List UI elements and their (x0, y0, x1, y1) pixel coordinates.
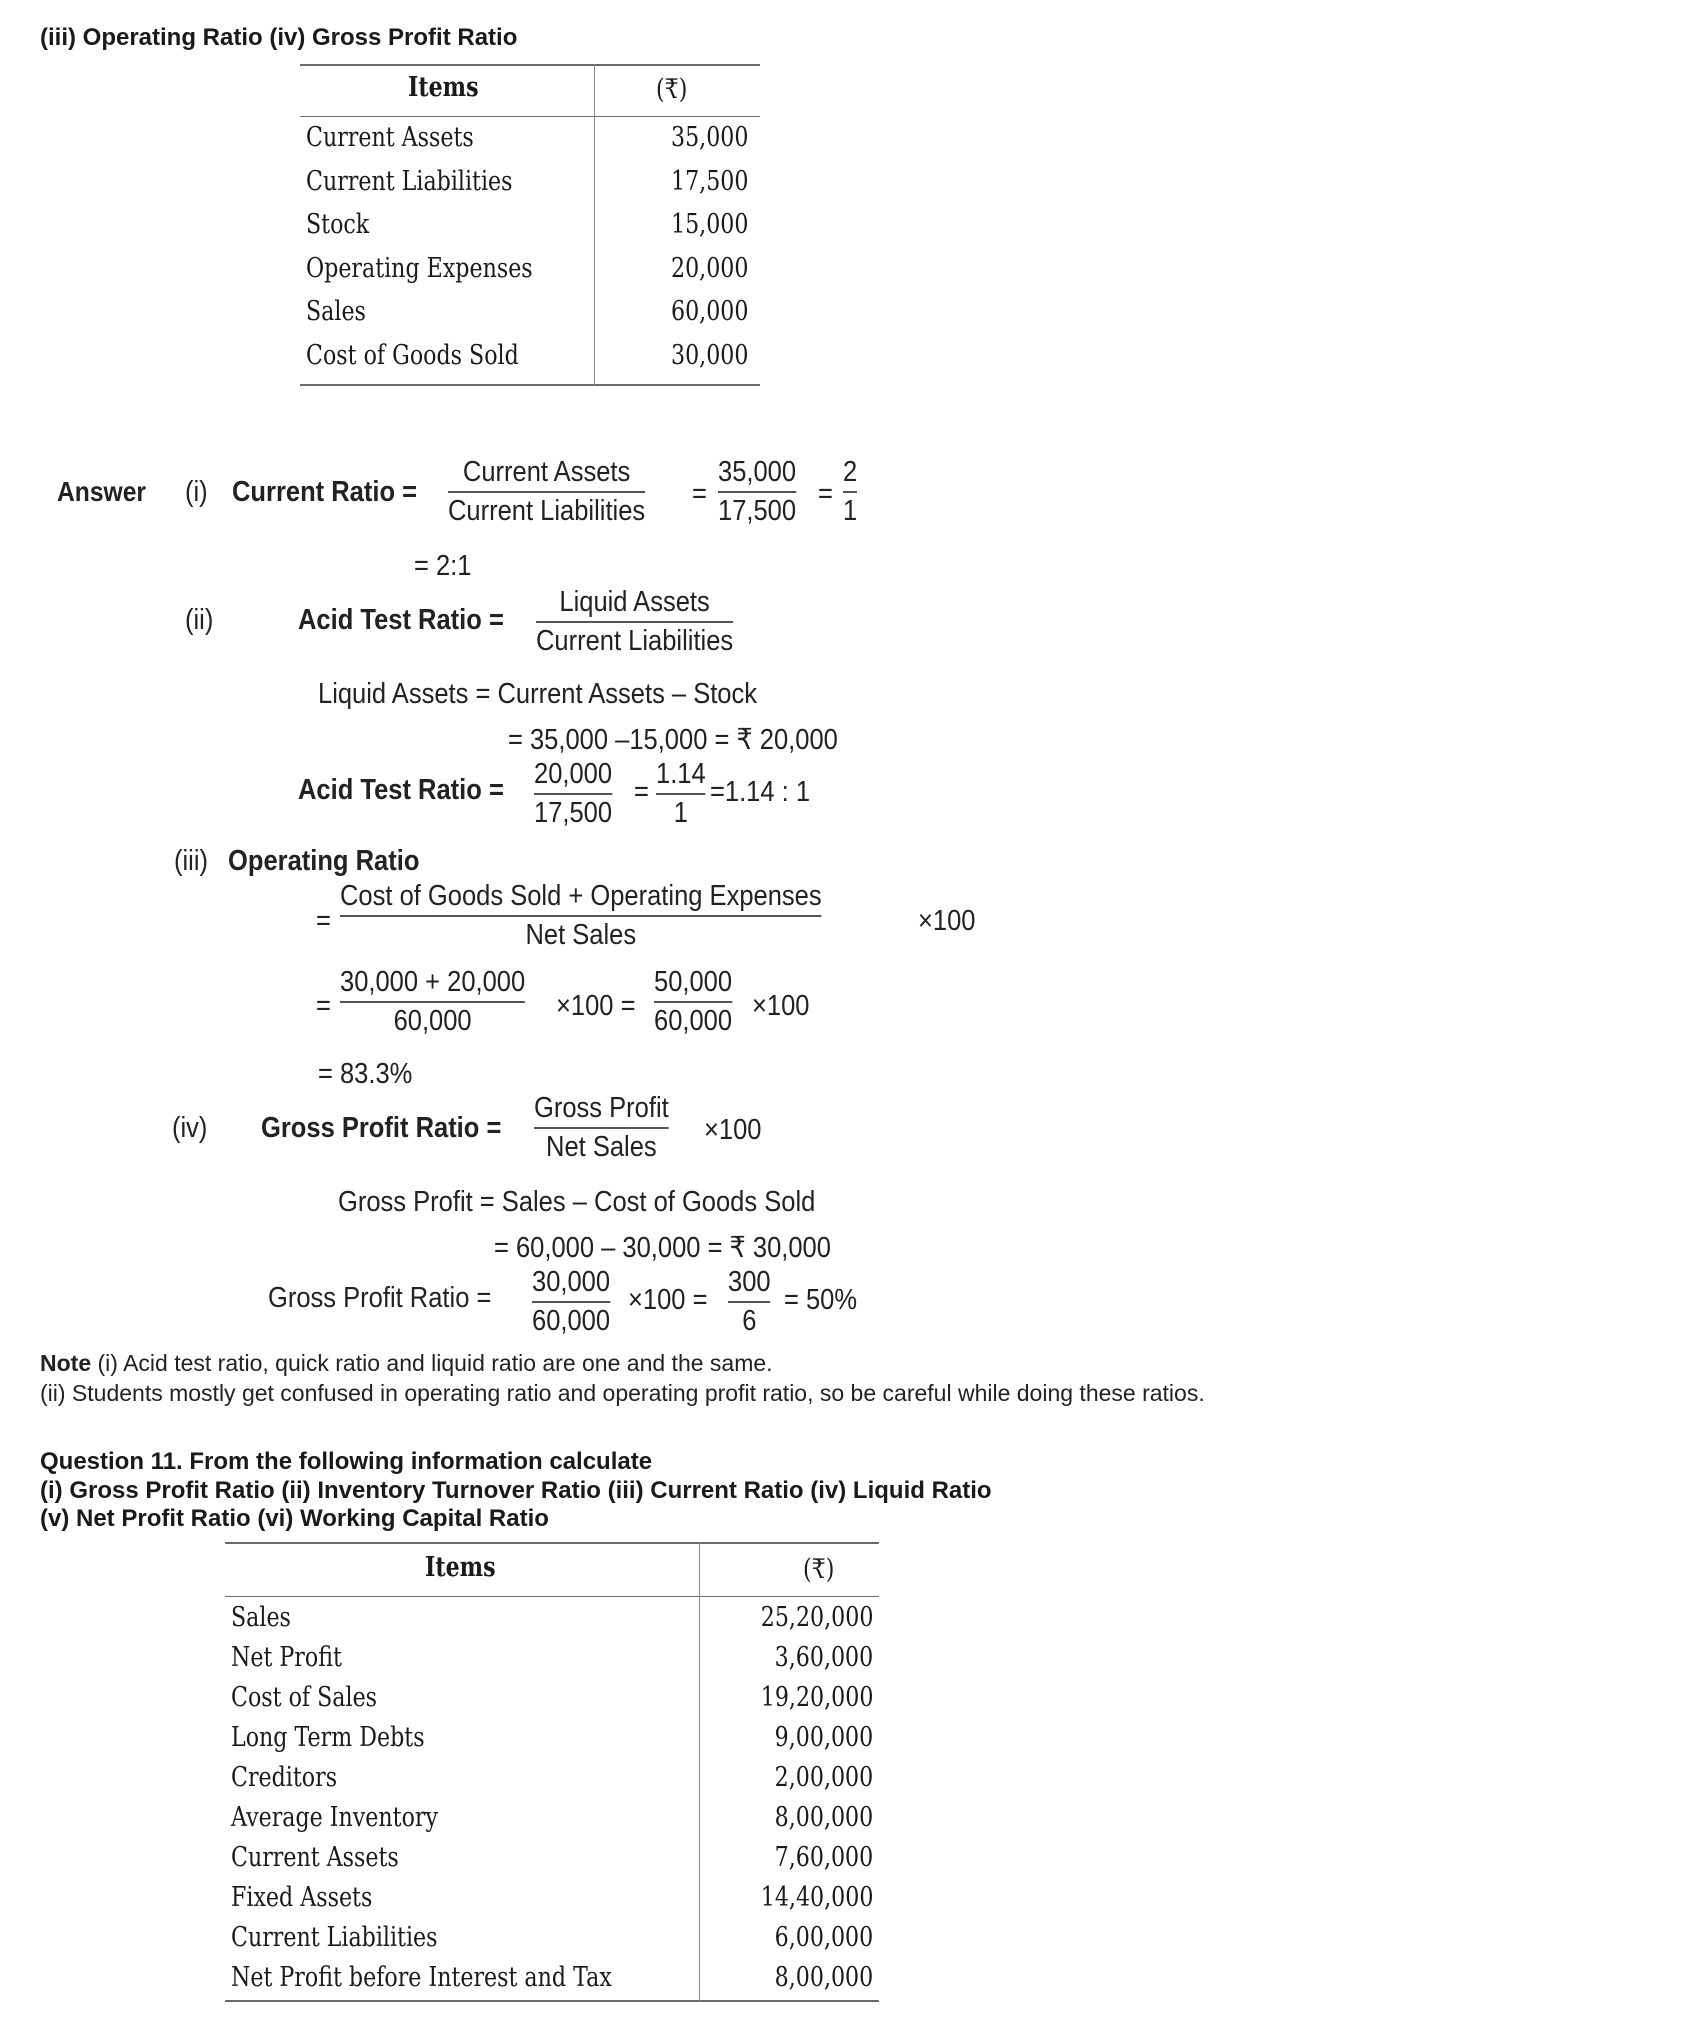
table-row-item: Net Profit (231, 1642, 342, 1673)
table-bottom-rule (225, 2000, 879, 2002)
item-number-i: (i) (185, 476, 208, 508)
fraction-cogs-plus-opex-over-net-sales (340, 880, 822, 952)
fraction-liquid-over-liabilities (536, 586, 733, 658)
gross-profit-ratio-title-2: Gross Profit Ratio = (268, 1282, 492, 1314)
fraction-bar (728, 1301, 771, 1303)
numerator: 30,000 (532, 1266, 611, 1298)
table-row-value: 3,60,000 (774, 1642, 873, 1673)
table-row-item: Current Assets (231, 1842, 399, 1873)
fraction-20000-over-17500 (534, 758, 612, 830)
denominator: 1 (843, 495, 858, 527)
item-number-iv: (iv) (172, 1112, 208, 1144)
fraction-gross-profit-over-net-sales (534, 1092, 669, 1164)
current-ratio-result: = 2:1 (414, 550, 472, 582)
current-ratio-title: Current Ratio = (232, 476, 418, 508)
note-label: Note (40, 1350, 92, 1376)
table-row-item: Cost of Sales (231, 1682, 378, 1713)
table-row-item: Average Inventory (231, 1802, 438, 1833)
table-row-value: 8,00,000 (774, 1962, 873, 1993)
table-row-item: Long Term Debts (231, 1722, 425, 1753)
table-row-item: Stock (306, 209, 370, 240)
numerator: Cost of Goods Sold + Operating Expenses (340, 880, 822, 912)
numerator: 50,000 (654, 966, 733, 998)
table-row-value: 35,000 (670, 122, 748, 153)
numerator: Liquid Assets (559, 586, 710, 618)
table-top-rule (300, 64, 760, 66)
numerator: Gross Profit (534, 1092, 669, 1124)
fraction-bar (532, 1301, 610, 1303)
table-row-item: Cost of Goods Sold (306, 339, 519, 371)
answer-label: Answer (57, 476, 147, 507)
fraction-bar (534, 1127, 669, 1129)
table-row-value: 15,000 (670, 209, 748, 240)
table-row-value: 14,40,000 (760, 1882, 873, 1913)
numerator: 20,000 (534, 758, 613, 790)
table-row-item: Fixed Assets (231, 1882, 373, 1913)
table-header-rule (225, 1596, 879, 1597)
fraction-1-14-over-1 (656, 758, 706, 830)
equals-sign: = (316, 905, 331, 937)
denominator: Current Liabilities (448, 495, 646, 527)
fraction-bar (843, 491, 857, 493)
note-line-2: (ii) Students mostly get confused in operating ratio and operating profit ratio, so be careful while doing these ratios. (40, 1380, 1205, 1406)
times-100: ×100 (918, 905, 976, 937)
fraction-30000-plus-20000-over-60000 (340, 966, 525, 1038)
equals-sign: = (818, 478, 833, 510)
denominator: 60,000 (532, 1305, 611, 1337)
times-100: ×100 (704, 1114, 762, 1146)
data-table-1 (300, 64, 760, 389)
fraction-bar (654, 1001, 732, 1003)
equals-sign: = (634, 776, 649, 808)
table-row-value: 8,00,000 (774, 1802, 873, 1833)
fraction-50000-over-60000 (654, 966, 732, 1038)
table-row-item: Net Profit before Interest and Tax (231, 1962, 612, 1993)
table-row-value: 6,00,000 (774, 1922, 873, 1953)
liquid-assets-calculation: = 35,000 –15,000 = ₹ 20,000 (508, 724, 838, 756)
equals-sign: = (692, 478, 707, 510)
numerator: 1.14 (656, 758, 706, 790)
table-column-divider (699, 1542, 700, 2002)
question-11-parts-2: (v) Net Profit Ratio (vi) Working Capital Ratio (40, 1505, 549, 1532)
fraction-bar (536, 621, 733, 623)
fraction-30000-over-60000 (532, 1266, 610, 1338)
liquid-assets-formula: Liquid Assets = Current Assets – Stock (318, 678, 758, 710)
item-number-iii: (iii) (174, 845, 209, 877)
table-row-item: Current Liabilities (306, 165, 513, 197)
fraction-300-over-6 (728, 1266, 771, 1338)
fraction-bar (534, 793, 612, 795)
note-text-1: (i) Acid test ratio, quick ratio and liquid ratio are one and the same. (91, 1350, 773, 1376)
question-11-title: Question 11. From the following information calculate (40, 1448, 653, 1475)
table-row-value: 25,20,000 (760, 1602, 873, 1633)
table-row-value: 9,00,000 (774, 1722, 873, 1753)
table-row-item: Current Liabilities (231, 1922, 438, 1953)
table-row-value: 20,000 (670, 252, 748, 284)
table-row-value: 2,00,000 (774, 1762, 873, 1793)
table-header-amount: (₹) (656, 74, 688, 105)
acid-test-ratio-title-2: Acid Test Ratio = (298, 774, 504, 806)
table-header-rule (300, 116, 760, 117)
times-100-equals: ×100 = (556, 990, 636, 1022)
denominator: 17,500 (718, 495, 797, 527)
denominator: 1 (673, 797, 688, 829)
data-table-2 (225, 1542, 879, 2004)
table-row-value: 19,20,000 (760, 1682, 873, 1713)
gross-profit-ratio-result: = 50% (784, 1284, 858, 1316)
acid-test-ratio-title: Acid Test Ratio = (298, 604, 504, 636)
note-line-1 (40, 1350, 773, 1377)
denominator: 17,500 (534, 797, 613, 829)
denominator: 6 (742, 1305, 757, 1337)
fraction-35000-over-17500 (718, 456, 796, 528)
table-column-divider (594, 64, 595, 386)
table-bottom-rule (300, 384, 760, 386)
fraction-bar (718, 491, 796, 493)
gross-profit-formula: Gross Profit = Sales – Cost of Goods Sold (338, 1186, 816, 1218)
table-top-rule (225, 1542, 879, 1544)
table-row-value: 7,60,000 (774, 1842, 873, 1873)
table-header-items: Items (425, 1552, 496, 1583)
numerator: 300 (728, 1266, 771, 1298)
table-row-item: Sales (306, 296, 366, 327)
fraction-2-over-1 (843, 456, 857, 528)
denominator: Net Sales (525, 919, 637, 951)
table-row-value: 30,000 (670, 339, 748, 371)
gross-profit-calculation: = 60,000 – 30,000 = ₹ 30,000 (494, 1232, 831, 1264)
operating-ratio-title: Operating Ratio (228, 845, 420, 877)
table-row-item: Operating Expenses (306, 252, 533, 284)
denominator: Net Sales (546, 1131, 657, 1163)
table-row-item: Creditors (231, 1762, 338, 1793)
fraction-bar (340, 1001, 525, 1003)
table-row-item: Sales (231, 1602, 291, 1633)
numerator: 2 (843, 456, 858, 488)
table-row-value: 17,500 (670, 165, 748, 197)
denominator: 60,000 (654, 1005, 733, 1037)
denominator: Current Liabilities (536, 625, 734, 657)
table-row-item: Current Assets (306, 122, 474, 153)
acid-test-ratio-result: =1.14 : 1 (710, 776, 811, 808)
times-100: ×100 (752, 990, 810, 1022)
table-header-amount: (₹) (803, 1554, 835, 1585)
section-heading: (iii) Operating Ratio (iv) Gross Profit Ratio (40, 24, 518, 51)
table-header-items: Items (408, 72, 479, 103)
operating-ratio-result: = 83.3% (318, 1058, 413, 1090)
denominator: 60,000 (393, 1005, 472, 1037)
fraction-current-assets-over-liabilities (448, 456, 645, 528)
gross-profit-ratio-title: Gross Profit Ratio = (261, 1112, 502, 1144)
item-number-ii: (ii) (185, 604, 214, 636)
question-11-parts-1: (i) Gross Profit Ratio (ii) Inventory Turnover Ratio (iii) Current Ratio (iv) Liquid Ratio (40, 1477, 992, 1504)
fraction-bar (656, 793, 706, 795)
fraction-bar (448, 491, 645, 493)
fraction-bar (340, 915, 822, 917)
numerator: 35,000 (718, 456, 797, 488)
numerator: 30,000 + 20,000 (340, 966, 526, 998)
numerator: Current Assets (462, 456, 631, 488)
times-100-equals: ×100 = (628, 1284, 708, 1316)
equals-sign: = (316, 990, 331, 1022)
table-row-value: 60,000 (670, 296, 748, 327)
